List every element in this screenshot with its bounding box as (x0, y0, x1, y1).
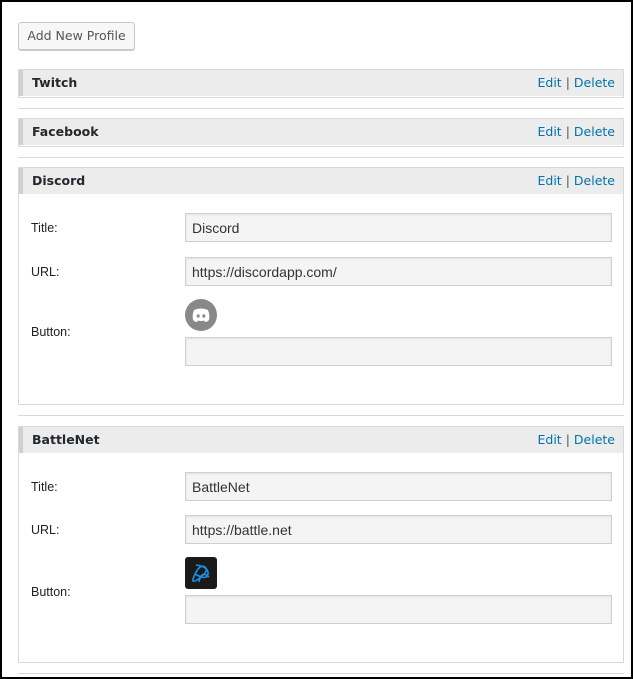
profile-actions (537, 168, 615, 194)
url-label: URL: (31, 523, 60, 537)
edit-link[interactable]: Edit (537, 173, 562, 188)
url-field[interactable] (185, 257, 612, 286)
profile-name: Discord (32, 173, 86, 188)
title-field[interactable] (185, 213, 612, 242)
panel-header[interactable] (19, 119, 623, 145)
button-label: Button: (31, 325, 71, 339)
edit-link[interactable]: Edit (537, 432, 562, 447)
profile-panel-battlenet (18, 426, 624, 663)
edit-link[interactable]: Edit (537, 124, 562, 139)
action-separator: | (565, 124, 570, 139)
delete-link[interactable]: Delete (573, 75, 615, 90)
divider (18, 673, 624, 674)
add-new-profile-button[interactable]: Add New Profile (18, 22, 135, 50)
action-separator: | (565, 75, 570, 90)
profile-panel-discord (18, 167, 624, 405)
panel-header[interactable] (19, 168, 623, 194)
profile-actions (537, 119, 615, 145)
title-field[interactable] (185, 472, 612, 501)
url-label: URL: (31, 265, 60, 279)
profile-panel-facebook (18, 118, 624, 147)
discord-logo-icon (185, 299, 217, 331)
profile-actions (537, 427, 615, 453)
profile-name: Facebook (32, 124, 99, 139)
action-separator: | (565, 173, 570, 188)
button-field[interactable] (185, 337, 612, 366)
divider (18, 415, 624, 416)
profile-name: Twitch (32, 75, 78, 90)
button-field[interactable] (185, 595, 612, 624)
divider (18, 157, 624, 158)
battlenet-logo-icon (185, 557, 217, 589)
delete-link[interactable]: Delete (573, 432, 615, 447)
delete-link[interactable]: Delete (573, 173, 615, 188)
profile-name: BattleNet (32, 432, 100, 447)
edit-link[interactable]: Edit (537, 75, 562, 90)
panel-header[interactable] (19, 427, 623, 453)
profile-panel-twitch (18, 69, 624, 98)
button-label: Button: (31, 585, 71, 599)
profile-actions (537, 70, 615, 96)
action-separator: | (565, 432, 570, 447)
title-label: Title: (31, 221, 58, 235)
panel-header[interactable] (19, 70, 623, 96)
divider (18, 108, 624, 109)
url-field[interactable] (185, 515, 612, 544)
delete-link[interactable]: Delete (573, 124, 615, 139)
title-label: Title: (31, 480, 58, 494)
